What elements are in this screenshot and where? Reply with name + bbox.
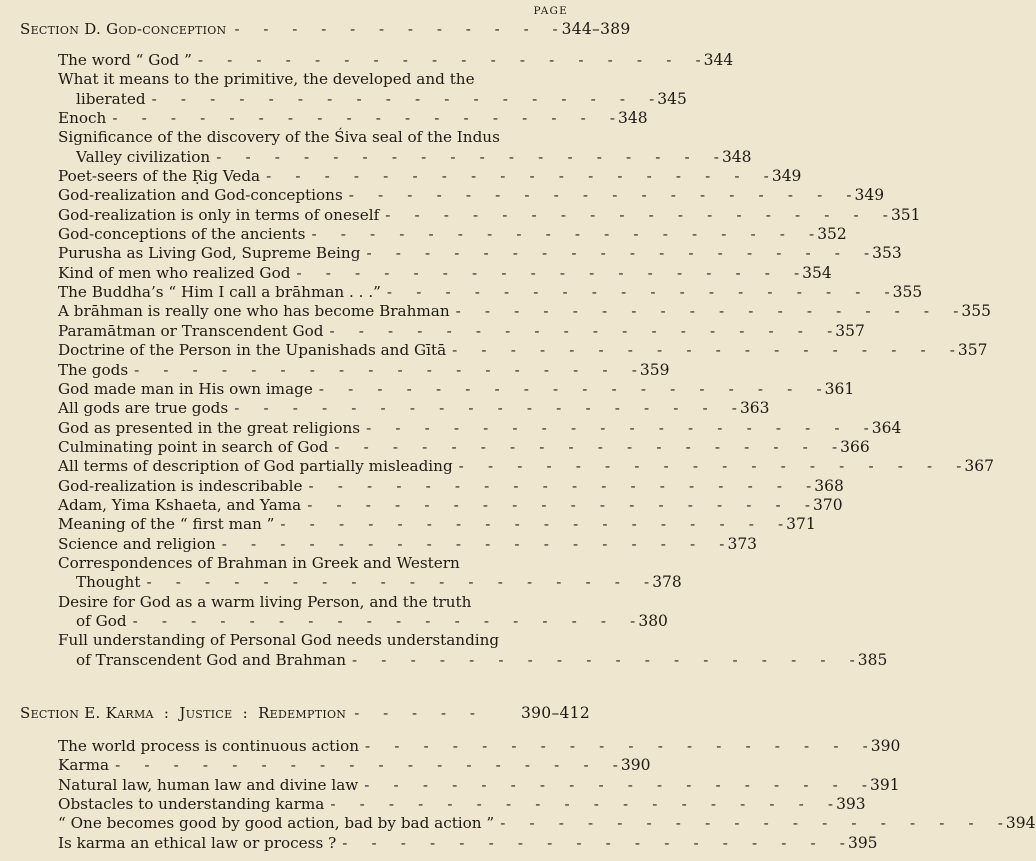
toc-entry-page: 345 — [657, 89, 687, 108]
toc-entry-page: 391 — [870, 775, 900, 794]
section-d-entries — [58, 51, 994, 670]
toc-entry-page: 395 — [847, 833, 878, 852]
toc-entry: Kind of men who realized God - - - - - - - - - - - - - - - - - - 354 — [58, 263, 832, 282]
section-d-prefix: Section D. — [20, 20, 102, 38]
section-d-page-range: 344–389 — [561, 20, 631, 38]
toc-entry: The world process is continuous action - - - - - - - - - - - - - - - - - - 390 — [58, 737, 901, 755]
toc-entry-page: 368 — [814, 476, 844, 495]
section-e-prefix: Section E. — [20, 704, 101, 722]
toc-entry: Enoch - - - - - - - - - - - - - - - - - - 348 — [58, 109, 648, 128]
toc-entry: Adam, Yima Kshaeta, and Yama - - - - - - - - - - - - - - - - - - 370 — [58, 495, 843, 514]
toc-entry-page: 363 — [739, 399, 770, 418]
toc-entry: Meaning of the “ first man ” - - - - - - - - - - - - - - - - - - 371 — [58, 515, 816, 534]
toc-entry-page: 357 — [835, 321, 865, 340]
page-column-label: PAGE — [533, 5, 568, 17]
toc-entry-page: 390 — [620, 756, 651, 775]
toc-entry: Desire for God as a warm living Person, and the truth of God - - - - - - - - - - - - - - - - - - 380 — [58, 592, 668, 630]
toc-entry-title: Full understanding of Personal God needs understanding — [58, 631, 500, 650]
toc-entry-title: God-realization and God-conceptions — [58, 186, 343, 205]
toc-entry-page: 364 — [871, 418, 902, 437]
toc-entry: Doctrine of the Person in the Upanishads and Gītā - - - - - - - - - - - - - - - - - - 357 — [58, 341, 988, 360]
toc-entry-page: 366 — [840, 437, 870, 456]
toc-entry: “ One becomes good by good action, bad by bad action ” - - - - - - - - - - - - - - - - - - 394 — [58, 814, 1036, 833]
toc-entry-title: A brāhman is really one who has become Brahman — [58, 302, 450, 321]
section-d-heading: Section D. God-conception - - - - - - - - - - - - 344–389 — [20, 20, 631, 38]
toc-entry: Science and religion - - - - - - - - - - - - - - - - - - 373 — [58, 534, 758, 553]
toc-entry: Significance of the discovery of the Śiva seal of the Indus Valley civilization - - - - - - - - - - - - - - - - - - 348 — [58, 128, 752, 166]
toc-entry-page: 354 — [802, 263, 832, 282]
toc-entry: Culminating point in search of God - - - - - - - - - - - - - - - - - - 366 — [58, 437, 870, 456]
toc-entry: God-conceptions of the ancients - - - - - - - - - - - - - - - - - - 352 — [58, 225, 847, 244]
toc-entry-title: Is karma an ethical law or process ? — [58, 833, 337, 852]
toc-entry-title: God as presented in the great religions — [58, 418, 361, 437]
toc-entry-title: The world process is continuous action — [58, 737, 359, 755]
toc-entry: Paramātman or Transcendent God - - - - - - - - - - - - - - - - - - 357 — [58, 321, 865, 340]
toc-entry-page: 355 — [961, 302, 991, 321]
toc-entry-title: Valley civilization — [76, 147, 211, 166]
toc-entry: God made man in His own image - - - - - - - - - - - - - - - - - - 361 — [58, 379, 855, 398]
toc-entry-page: 348 — [618, 109, 648, 128]
toc-entry-page: 349 — [771, 167, 802, 186]
toc-entry-title: Karma — [58, 756, 110, 775]
toc-entry-page: 355 — [892, 283, 923, 302]
toc-entry: Natural law, human law and divine law - - - - - - - - - - - - - - - - - - 391 — [58, 775, 900, 794]
toc-entry-title: The gods — [58, 360, 129, 379]
toc-entry-title: Paramātman or Transcendent God — [58, 321, 324, 340]
toc-entry-title: Adam, Yima Kshaeta, and Yama — [58, 495, 302, 514]
toc-entry-title: of Transcendent God and Brahman — [76, 650, 347, 669]
toc-entry-title: God-realization is indescribable — [58, 476, 303, 495]
toc-entry: All gods are true gods - - - - - - - - - - - - - - - - - - 363 — [58, 399, 770, 418]
toc-entry-title: All gods are true gods — [58, 399, 229, 418]
toc-entry-title: The Buddha’s “ Him I call a brāhman . . .” — [58, 283, 381, 302]
toc-entry: God as presented in the great religions - - - - - - - - - - - - - - - - - - 364 — [58, 418, 902, 437]
toc-entry: Poet-seers of the Ṛig Veda - - - - - - - - - - - - - - - - - - 349 — [58, 167, 802, 186]
toc-entry-page: 380 — [638, 611, 668, 630]
toc-entry-title: Enoch — [58, 109, 107, 128]
toc-entry-title: liberated — [76, 89, 146, 108]
toc-entry-title: Poet-seers of the Ṛig Veda — [58, 167, 261, 186]
toc-entry-title: Significance of the discovery of the Śiva seal of the Indus — [58, 128, 500, 147]
toc-entry-title: Thought — [76, 573, 141, 592]
toc-entry-page: 349 — [854, 186, 885, 205]
toc-entry-page: 371 — [786, 515, 816, 534]
toc-entry-page: 353 — [872, 244, 902, 263]
toc-entry-title: Culminating point in search of God — [58, 437, 329, 456]
toc-entry-page: 385 — [857, 650, 888, 669]
toc-entry: Is karma an ethical law or process ? - - - - - - - - - - - - - - - - - - 395 — [58, 833, 878, 852]
toc-entry-title: Desire for God as a warm living Person, and the truth — [58, 592, 472, 611]
section-e-entries — [58, 737, 1036, 853]
toc-entry-page: 373 — [727, 534, 758, 553]
toc-entry: God-realization is indescribable - - - - - - - - - - - - - - - - - - 368 — [58, 476, 844, 495]
toc-entry: A brāhman is really one who has become Brahman - - - - - - - - - - - - - - - - - - 355 — [58, 302, 991, 321]
toc-entry: Purusha as Living God, Supreme Being - - - - - - - - - - - - - - - - - - 353 — [58, 244, 902, 263]
toc-entry: The word “ God ” - - - - - - - - - - - - - - - - - - 344 — [58, 51, 734, 69]
toc-entry-title: Kind of men who realized God — [58, 263, 291, 282]
toc-entry: Obstacles to understanding karma - - - - - - - - - - - - - - - - - - 393 — [58, 795, 866, 814]
toc-entry-title: Obstacles to understanding karma — [58, 795, 325, 814]
toc-entry-title: Science and religion — [58, 534, 216, 553]
toc-entry-page: 390 — [870, 737, 901, 755]
toc-entry-title: God-conceptions of the ancients — [58, 225, 306, 244]
toc-entry: God-realization is only in terms of oneself - - - - - - - - - - - - - - - - - - 351 — [58, 205, 921, 224]
toc-entry: Karma - - - - - - - - - - - - - - - - - - 390 — [58, 756, 651, 775]
toc-entry-title: All terms of description of God partially misleading — [58, 457, 453, 476]
toc-entry-page: 357 — [957, 341, 988, 360]
section-d-title: God-conception — [106, 20, 227, 38]
toc-entry-page: 348 — [721, 147, 752, 166]
toc-entry-page: 344 — [703, 51, 734, 69]
toc-entry-title: What it means to the primitive, the developed and the — [58, 70, 475, 89]
toc-entry: The gods - - - - - - - - - - - - - - - - - - 359 — [58, 360, 670, 379]
toc-entry-title: Purusha as Living God, Supreme Being — [58, 244, 361, 263]
toc-entry-page: 370 — [812, 495, 843, 514]
toc-entry: Correspondences of Brahman in Greek and Western Thought - - - - - - - - - - - - - - - - - - 378 — [58, 553, 682, 592]
toc-entry-page: 394 — [1005, 814, 1036, 833]
toc-entry: All terms of description of God partially misleading - - - - - - - - - - - - - - - - - - 367 — [58, 457, 994, 476]
toc-entry: God-realization and God-conceptions - - - - - - - - - - - - - - - - - - 349 — [58, 186, 885, 205]
toc-entry-page: 367 — [964, 457, 994, 476]
toc-entry-page: 378 — [652, 573, 682, 592]
toc-entry-title: The word “ God ” — [58, 51, 192, 69]
toc-entry-title: Doctrine of the Person in the Upanishads and Gītā — [58, 341, 447, 360]
toc-entry-title: “ One becomes good by good action, bad by bad action ” — [58, 814, 495, 833]
section-e-title: Karma : Justice : Redemption — [105, 704, 347, 722]
toc-entry-title: Correspondences of Brahman in Greek and Western — [58, 553, 460, 572]
section-e-page-range: 390–412 — [520, 704, 590, 722]
toc-entry: What it means to the primitive, the developed and the liberated - - - - - - - - - - - - - - - - - - 345 — [58, 70, 687, 108]
toc-entry-page: 393 — [836, 795, 866, 814]
toc-entry-page: 352 — [817, 225, 847, 244]
toc-entry-page: 361 — [824, 379, 855, 398]
toc-entry-page: 359 — [639, 360, 670, 379]
toc-entry-title: God-realization is only in terms of oneself — [58, 205, 380, 224]
toc-entry-title: Meaning of the “ first man ” — [58, 515, 275, 534]
toc-entry-page: 351 — [890, 205, 921, 224]
toc-entry: Full understanding of Personal God needs understanding of Transcendent God and Brahman - - - - - - - - - - - - - - - - - - 385 — [58, 631, 888, 669]
toc-entry-title: of God — [76, 611, 127, 630]
section-e-heading: Section E. Karma : Justice : Redemption - - - - - 390–412 — [20, 704, 590, 722]
toc-entry-title: Natural law, human law and divine law — [58, 775, 359, 794]
toc-entry-title: God made man in His own image — [58, 379, 313, 398]
toc-entry: The Buddha’s “ Him I call a brāhman . . .” - - - - - - - - - - - - - - - - - - 355 — [58, 283, 923, 302]
